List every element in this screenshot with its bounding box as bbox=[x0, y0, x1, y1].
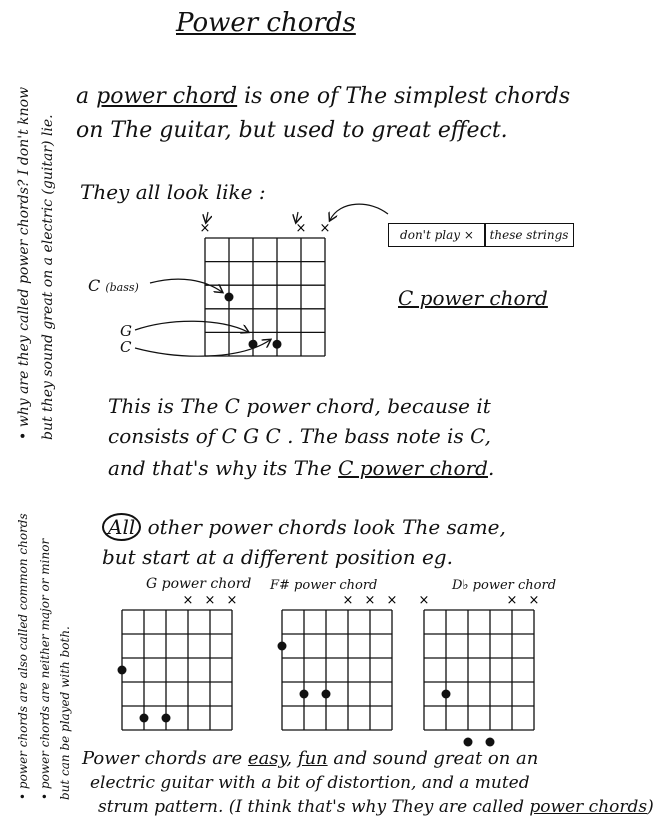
para4-line3-pre: strum pattern. (I think that's why They are called bbox=[98, 797, 530, 817]
para2-line3-post: . bbox=[487, 456, 495, 480]
c-c-label: C bbox=[120, 338, 132, 356]
dflat-chord-mute-mark: × bbox=[528, 593, 540, 608]
arrow-g bbox=[135, 321, 248, 332]
g-chord-finger-dot bbox=[140, 714, 149, 723]
g-chord-finger-dot bbox=[118, 666, 127, 675]
page-title: Power chords bbox=[176, 8, 356, 38]
g-power-chord-label: G power chord bbox=[146, 576, 252, 592]
para2-line3-term: C power chord bbox=[338, 456, 488, 480]
margin-note-top-2: but they sound great on a electric (guitar) lie. bbox=[40, 114, 56, 440]
margin-note-top-1: • why are they called power chords? I don't know bbox=[16, 86, 32, 440]
fsharp-chord-finger-dot bbox=[300, 690, 309, 699]
c-chord-mute-mark: × bbox=[319, 221, 331, 236]
c-chord-finger-dot bbox=[225, 293, 234, 302]
these-strings-box: these strings bbox=[484, 223, 574, 247]
fsharp-chord-finger-dot bbox=[322, 690, 331, 699]
circled-all: All bbox=[102, 513, 141, 541]
arrow-bass bbox=[150, 279, 222, 292]
para4-easy: easy bbox=[247, 748, 287, 769]
para4-line3-post: ) bbox=[647, 797, 654, 817]
g-chord-finger-dot bbox=[162, 714, 171, 723]
intro-post: is one of The simplest chords bbox=[237, 84, 571, 109]
para2-line3-pre: and that's why its The bbox=[108, 456, 339, 480]
margin-note-bottom-1: • power chords are also called common chords bbox=[16, 513, 30, 800]
dflat-chord-finger-dot bbox=[486, 738, 495, 747]
dflat-chord-mute-mark: × bbox=[418, 593, 430, 608]
fsharp-chord-mute-mark: × bbox=[364, 593, 376, 608]
c-g-label: G bbox=[120, 322, 132, 340]
c-chord-mute-mark: × bbox=[199, 221, 211, 236]
arrow-dont-play bbox=[330, 204, 388, 220]
c-chord-finger-dot bbox=[273, 340, 282, 349]
c-power-chord-label: C power chord bbox=[398, 286, 548, 310]
margin-note-bottom-3: but can be played with both. bbox=[58, 626, 72, 800]
fsharp-chord-finger-dot bbox=[278, 642, 287, 651]
para3-line1-rest: other power chords look The same, bbox=[141, 515, 506, 539]
para4-post: and sound great on an bbox=[327, 748, 539, 769]
para4-line-2: electric guitar with a bit of distortion, and a muted bbox=[90, 773, 530, 793]
dont-play-box: don't play × bbox=[388, 223, 486, 247]
g-chord-mute-mark: × bbox=[226, 593, 238, 608]
para4-line3-term: power chords bbox=[529, 797, 648, 817]
para2-line-2: consists of C G C . The bass note is C, bbox=[108, 424, 492, 448]
c-chord-mute-mark: × bbox=[295, 221, 307, 236]
looks-like-text: They all look like : bbox=[80, 180, 266, 204]
c-bass-note: (bass) bbox=[105, 281, 139, 294]
dflat-chord-finger-dot bbox=[442, 690, 451, 699]
margin-note-bottom-2: • power chords are neither major or minor bbox=[38, 538, 52, 800]
intro-term: power chord bbox=[96, 84, 238, 109]
g-chord-mute-mark: × bbox=[182, 593, 194, 608]
para2-line-1: This is The C power chord, because it bbox=[108, 394, 491, 418]
dflat-chord-mute-mark: × bbox=[506, 593, 518, 608]
fsharp-chord-mute-mark: × bbox=[342, 593, 354, 608]
para4-comma: , bbox=[286, 748, 298, 769]
g-chord-mute-mark: × bbox=[204, 593, 216, 608]
fsharp-chord-mute-mark: × bbox=[386, 593, 398, 608]
intro-line-2: on The guitar, but used to great effect. bbox=[76, 118, 508, 143]
c-bass-letter: C bbox=[88, 276, 101, 295]
fsharp-power-chord-label: F# power chord bbox=[270, 578, 378, 593]
dflat-chord-finger-dot bbox=[464, 738, 473, 747]
intro-pre: a bbox=[76, 84, 97, 109]
dflat-power-chord-label: D♭ power chord bbox=[452, 578, 557, 593]
para4-fun: fun bbox=[297, 748, 328, 769]
para4-pre: Power chords are bbox=[82, 748, 248, 769]
para3-line-2: but start at a different position eg. bbox=[102, 545, 453, 569]
